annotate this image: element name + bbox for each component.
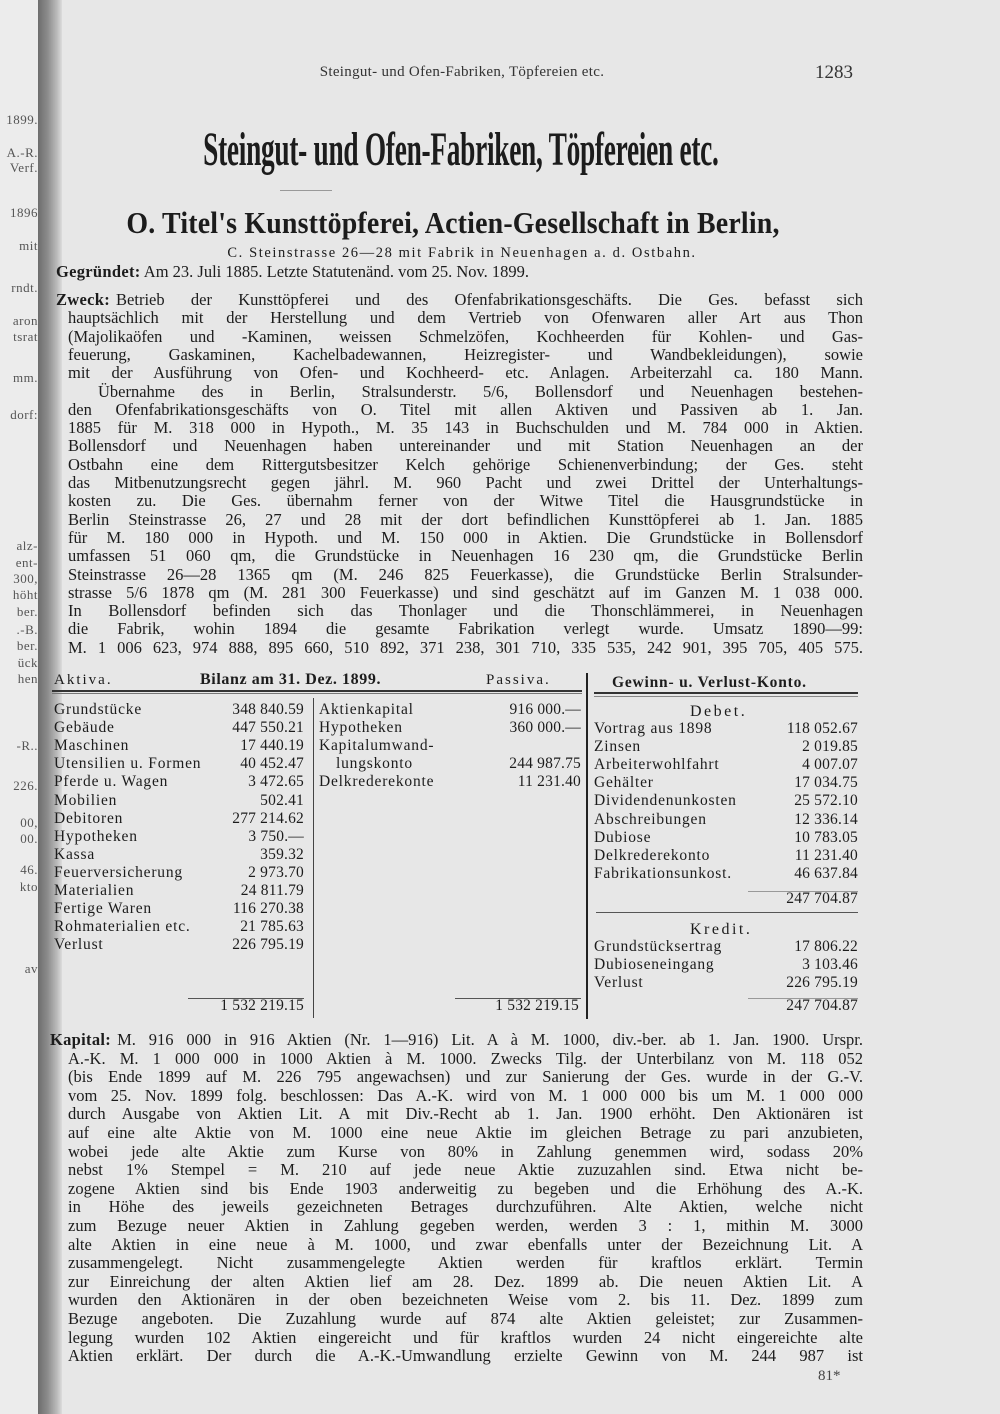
margin-fragment: ent-	[15, 555, 38, 570]
debet-item-label: Vortrag aus 1898	[594, 720, 713, 737]
debet-label: Debet.	[690, 703, 748, 720]
passiva-label: Passiva.	[486, 672, 551, 688]
margin-fragment: 46.	[20, 862, 38, 877]
margin-fragment: aron	[12, 313, 38, 328]
aktiva-item-label: Kassa	[54, 845, 96, 863]
debet-item-value: 10 783.05	[794, 828, 858, 846]
passiva-item-value: 11 231.40	[517, 773, 581, 791]
bilanz-title: Bilanz am 31. Dez. 1899.	[200, 671, 382, 688]
takeover-line: Übernahme des in Berlin, Stralsunderstr. 5/6, Bollensdorf und Neuenhagen bestehen-	[98, 381, 863, 401]
kapital-line: auf eine alte Aktie von M. 1000 eine neue Aktie im gleichen Betrage zu pari anzubieten,	[68, 1123, 863, 1142]
gv-title: Gewinn- u. Verlust-Konto.	[612, 674, 807, 691]
passiva-item-label: Hypotheken	[319, 719, 403, 737]
passiva-item-label: Aktienkapital	[319, 701, 414, 718]
account-divider	[586, 673, 588, 1019]
aktiva-item-label: Hypotheken	[54, 827, 138, 845]
company-name: O. Titel's Kunsttöpferei, Actien-Gesellschaft in Berlin,	[126, 205, 780, 240]
kapital-line: zur Einreichung der alten Aktien lief am 28. Dez. 1899 ab. Die neuen Aktien Lit. A	[68, 1271, 863, 1291]
margin-fragment: kto	[19, 879, 38, 894]
aktiva-item-value: 17 440.19	[240, 737, 304, 755]
debet-item-label: Fabrikationsunkost.	[594, 864, 732, 882]
kredit-item-label: Grundstücksertrag	[594, 938, 723, 955]
kredit-item-value: 3 103.46	[802, 956, 858, 974]
margin-fragment: ück	[17, 655, 38, 670]
takeover-line: für M. 180 000 in Hypoth. und M. 150 000 in Aktien. Die Grundstücke in Bollensdorf	[68, 527, 863, 547]
takeover-line: Bollensdorf und Neuenhagen haben untereinander und mit Station Neuenhagen an der	[68, 436, 863, 456]
margin-fragment: 1896	[10, 205, 38, 220]
margin-fragment: 00.	[20, 831, 38, 846]
kapital-line: zum Bezuge neuer Aktien in Zahlung gegeben werden, werden 3 : 1, mithin M. 3000	[68, 1216, 863, 1235]
signature-mark: 81*	[818, 1368, 841, 1384]
aktiva-item-value: 116 270.38	[232, 900, 304, 918]
zweck-line: feuerung, Gaskaminen, Kachelbadewannen, Heizregister- und Wandbekleidungen), sowie	[68, 344, 863, 364]
kredit-item-value: 226 795.19	[786, 974, 858, 992]
zweck-label: Zweck:	[56, 290, 111, 309]
gegruendet-label: Gegründet:	[56, 262, 141, 281]
aktiva-item-value: 359.32	[260, 845, 304, 863]
company-address: C. Steinstrasse 26—28 mit Fabrik in Neuenhagen a. d. Ostbahn.	[227, 245, 697, 261]
margin-fragment: 00,	[20, 815, 38, 830]
zweck-line: mit der Ausführung von Ofen- und Kochheerd- etc. Anlagen. Arbeiterzahl ca. 180 Mann.	[68, 363, 863, 383]
passiva-item-label: lungskonto	[336, 755, 413, 773]
aktiva-item-label: Rohmaterialien etc.	[54, 918, 191, 936]
kapital-line: alte Aktien in eine neue à M. 1000, und zwar ebenfalls unter der Bezeichnung Lit. A	[68, 1234, 863, 1254]
kapital-line: nebst 1% Stempel = M. 210 auf jede neue Aktie zuzuzahlen sind. Etwa nicht be-	[68, 1160, 863, 1180]
kapital-line: wurden den Aktionären in der oben bezeichneten Weise vom 2. bis 11. Dez. 1899 zum	[68, 1290, 863, 1310]
zweck-text: Betrieb der Kunsttöpferei und des Ofenfabrikationsgeschäfts. Die Ges. befasst sich	[116, 290, 863, 309]
kapital-line: vom 25. Nov. 1899 folg. beschlossen: Das A.-K. wird von M. 1 000 000 bis um M. 1 000 000	[68, 1085, 863, 1105]
gv-section-rule	[596, 912, 858, 913]
aktiva-item-label: Materialien	[54, 882, 135, 899]
kapital-line: in Höhe des jeweils gezeichneten Betrages durchzuführen. Alte Aktien, welche nicht	[68, 1197, 863, 1217]
kapital-line: wobei jede alte Aktie zum Kurse von 80% in Zahlung genemmen wird, sodass 20%	[68, 1141, 863, 1161]
aktiva-item-label: Verlust	[54, 936, 104, 954]
margin-fragment: 226.	[13, 778, 38, 793]
gegruendet-text: Am 23. Juli 1885. Letzte Statutenänd. vom 25. Nov. 1899.	[143, 262, 530, 281]
aktiva-item-label: Mobilien	[54, 791, 118, 809]
aktiva-item-label: Feuerversicherung	[54, 863, 183, 881]
debet-item-value: 2 019.85	[802, 738, 858, 756]
debet-item-label: Abschreibungen	[594, 810, 707, 828]
aktiva-item-label: Gebäude	[54, 719, 115, 737]
passiva-item-label: Delkrederekonte	[319, 773, 435, 791]
passiva-item-value: 916 000.—	[509, 701, 581, 718]
aktiva-item-value: 21 785.63	[240, 918, 304, 936]
zweck-line	[56, 291, 863, 309]
margin-fragment: A.-R.	[6, 145, 38, 160]
aktiva-item-label: Grundstücke	[54, 701, 143, 718]
debet-item-value: 11 231.40	[794, 846, 858, 864]
margin-fragment: ber.	[16, 604, 38, 619]
kapital-line: A.-K. M. 1 000 000 in 1000 Aktien à M. 1000. Zwecks Tilg. der Unterbilanz von M. 118 052	[68, 1048, 863, 1068]
passiva-total: 1 532 219.15	[495, 997, 579, 1014]
kapital-label: Kapital:	[50, 1030, 112, 1049]
passiva-item-value: 360 000.—	[509, 719, 581, 737]
margin-fragment: 300,	[13, 571, 38, 586]
margin-fragment: alz-	[16, 538, 38, 553]
margin-fragment: -R..	[16, 738, 38, 753]
aktiva-item-label: Maschinen	[54, 737, 130, 755]
gv-header-rule	[594, 696, 858, 697]
aktiva-total: 1 532 219.15	[220, 997, 304, 1014]
aktiva-label: Aktiva.	[54, 672, 113, 688]
kredit-item-label: Verlust	[594, 974, 644, 992]
takeover-line: kosten zu. Die Ges. übernahm ferner von der Witwe Titel die Hausgrundstücke in	[68, 491, 863, 511]
aktiva-item-value: 502.41	[260, 791, 304, 809]
takeover-line: die Fabrik, wohin 1894 die gesamte Fabrikation verlegt wurde. Umsatz 1890—99:	[68, 619, 863, 639]
gegruendet-line	[56, 263, 851, 281]
title-divider	[280, 190, 332, 191]
kapital-line: durch Ausgabe von Aktien Lit. A mit Div.-Recht ab 1. Jan. 1900 erhöht. Den Aktionären ist	[68, 1104, 863, 1124]
debet-item-value: 25 572.10	[794, 792, 858, 810]
kapital-line: (bis Ende 1899 auf M. 226 795 angewachsen) und zur Sanierung der Ges. wurde in der G.-V.	[68, 1067, 863, 1087]
debet-item-label: Delkrederekonto	[594, 846, 711, 864]
debet-item-value: 12 336.14	[794, 810, 858, 828]
aktiva-item-value: 40 452.47	[240, 755, 304, 773]
debet-item-value: 46 637.84	[794, 864, 858, 882]
section-title: Steingut- und Ofen-Fabriken, Töpfereien etc.	[203, 123, 719, 176]
kapital-line: Bezuge angeboten. Die Zuzahlung wurde auf 874 alte Aktien geleistet; zur Zusammen-	[68, 1309, 863, 1328]
debet-total: 247 704.87	[786, 890, 858, 907]
margin-fragment: hen	[17, 671, 38, 686]
debet-item-label: Gehälter	[594, 774, 654, 792]
debet-item-value: 17 034.75	[794, 774, 858, 792]
passiva-item-value: 244 987.75	[509, 755, 581, 773]
aktiva-item-label: Debitoren	[54, 809, 124, 827]
takeover-line: umfassen 51 060 qm, die Grundstücke in Neuenhagen 16 230 qm, die Grundstücke Berlin	[68, 546, 863, 566]
kapital-line: Aktien erklärt. Der durch die A.-K.-Umwandlung erzielte Gewinn von M. 244 987 ist	[68, 1346, 863, 1366]
takeover-line: In Bollensdorf befinden sich das Thonlager und die Thonschlämmerei, in Neuenhagen	[68, 601, 863, 621]
margin-fragment: rndt.	[11, 280, 38, 295]
aktiva-item-value: 226 795.19	[232, 936, 304, 954]
debet-item-label: Zinsen	[594, 738, 641, 756]
kapital-line	[50, 1031, 863, 1049]
gv-header-rule	[594, 692, 858, 694]
margin-fragment: mit	[19, 238, 38, 253]
bilanz-divider	[313, 698, 314, 1018]
aktiva-item-label: Fertige Waren	[54, 900, 152, 918]
takeover-line: M. 1 006 623, 974 888, 895 660, 510 892, 371 238, 301 710, 335 535, 242 901, 395 705, 405 575.	[68, 637, 863, 657]
margin-fragment: av	[24, 961, 38, 976]
header-rule	[52, 690, 582, 692]
aktiva-item-value: 447 550.21	[232, 719, 304, 737]
aktiva-item-value: 348 840.59	[232, 701, 304, 718]
takeover-line: das Mitbenutzungsrecht gegen jährl. M. 960 Pacht und zwei Drittel der Unterhaltungs-	[68, 473, 863, 492]
debet-item-value: 4 007.07	[802, 756, 858, 774]
header-rule	[52, 693, 582, 694]
margin-fragment: .-B.	[16, 622, 38, 637]
kapital-line: legung wurden 102 Aktien eingereicht und für kraftlos wurden 24 nicht eingereichte alte	[68, 1327, 863, 1347]
takeover-line: Berlin Steinstrasse 26, 27 und 28 mit der dort befindlichen Kunsttöpferei ab 1. Jan. 1885	[68, 509, 863, 529]
kapital-text: M. 916 000 in 916 Aktien (Nr. 1—916) Lit. A à M. 1000, div.-ber. ab 1. Jan. 1900. Urspr.	[117, 1030, 863, 1049]
aktiva-item-value: 3 750.—	[248, 827, 304, 845]
debet-item-value: 118 052.67	[786, 720, 858, 737]
debet-item-label: Dubiose	[594, 828, 652, 846]
previous-page-margin	[0, 0, 40, 1414]
kapital-line: zusammengelegt. Nicht zusammengelegte Aktien werden für kraftlos erklärt. Termin	[68, 1253, 863, 1273]
page-number: 1283	[815, 62, 853, 83]
takeover-line: Ostbahn eine dem Rittergutsbesitzer Kelch gehörige Schienenverbindung; der Ges. steht	[68, 454, 863, 474]
zweck-line: (Majolikaöfen und -Kaminen, weissen Schmelzöfen, Kochheerden für Kohlen- und Gas-	[68, 326, 863, 346]
kredit-item-label: Dubioseneingang	[594, 956, 715, 974]
aktiva-item-value: 277 214.62	[232, 809, 304, 827]
takeover-line: den Ofenfabrikationsgeschäfts von O. Titel mit allen Aktiven und Passiven ab 1. Jan.	[68, 399, 863, 419]
aktiva-item-value: 2 973.70	[248, 863, 304, 881]
passiva-item-label: Kapitalumwand-	[319, 737, 435, 755]
aktiva-item-value: 24 811.79	[240, 882, 304, 899]
aktiva-item-label: Pferde u. Wagen	[54, 773, 169, 791]
aktiva-item-value: 3 472.65	[248, 773, 304, 791]
debet-item-label: Arbeiterwohlfahrt	[594, 756, 720, 774]
margin-fragment: mm.	[13, 370, 38, 385]
margin-fragment: tsrat	[13, 329, 38, 344]
kredit-item-value: 17 806.22	[794, 938, 858, 955]
kapital-line: zogene Aktien sind bis Ende 1903 anderweitig zu begeben und die Erhöhung des A.-K.	[68, 1178, 863, 1198]
aktiva-item-label: Utensilien u. Formen	[54, 755, 202, 773]
margin-fragment: Verf.	[9, 160, 38, 175]
margin-fragment: höht	[12, 587, 38, 602]
running-head: Steingut- und Ofen-Fabriken, Töpfereien etc.	[319, 64, 605, 80]
zweck-line: hauptsächlich mit der Herstellung und dem Vertrieb von Ofenwaren aller Art aus Thon	[68, 308, 863, 328]
takeover-line: strasse 5/6 1878 qm (M. 281 300 Feuerkasse) und sind geschätzt auf im Ganzen M. 1 038 000.	[68, 582, 863, 602]
debet-item-label: Dividendenunkosten	[594, 792, 737, 810]
margin-fragment: 1899.	[6, 112, 38, 127]
kredit-label: Kredit.	[690, 921, 753, 938]
takeover-line: 1885 für M. 318 000 in Hypoth., M. 35 143 in Buchschulden und M. 784 000 in Aktien.	[68, 418, 863, 438]
margin-fragment: ber.	[16, 638, 38, 653]
takeover-line: Steinstrasse 26—28 1365 qm (M. 246 825 Feuerkasse), die Grundstücke Berlin Stralsunder-	[68, 564, 863, 584]
margin-fragment: dorf:	[10, 407, 38, 422]
kredit-total: 247 704.87	[786, 997, 858, 1014]
